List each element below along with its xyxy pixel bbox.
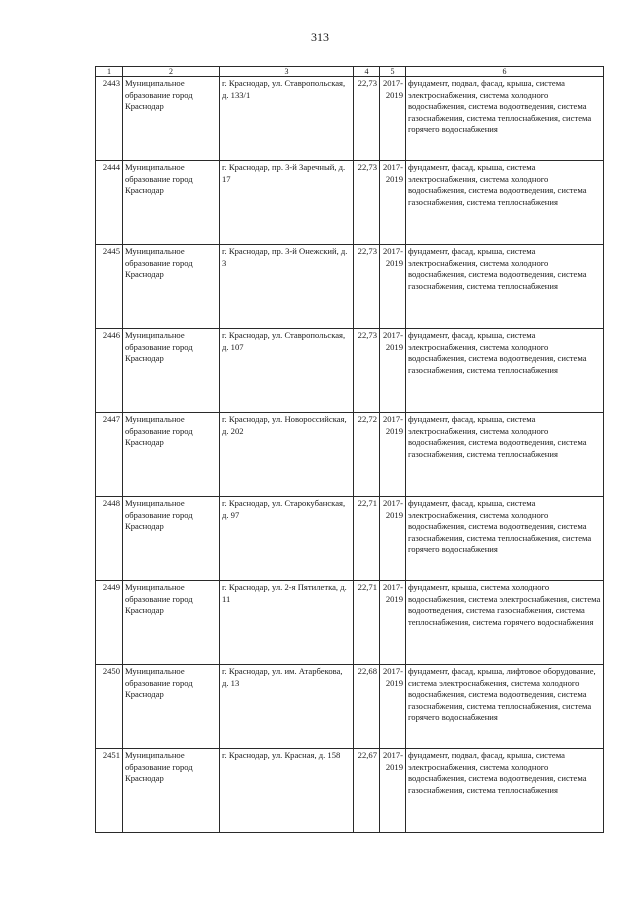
row-number: 2449 [96, 581, 123, 665]
works-cell: фундамент, фасад, крыша, система электроснабжения, система холодного водоснабжения, система водоотведения, система газоснабжения, система теплоснабжения [406, 161, 604, 245]
period-cell: 2017-2019 [380, 665, 406, 749]
period-cell: 2017-2019 [380, 497, 406, 581]
period-cell: 2017-2019 [380, 245, 406, 329]
value-cell: 22,73 [354, 77, 380, 161]
owner-cell: Муниципальное образование город Краснодар [123, 665, 220, 749]
column-header: 6 [406, 67, 604, 77]
works-cell: фундамент, фасад, крыша, система электроснабжения, система холодного водоснабжения, система водоотведения, система газоснабжения, система теплоснабжения, система горячего водоснабжения [406, 497, 604, 581]
value-cell: 22,67 [354, 749, 380, 833]
table-row [96, 581, 604, 665]
value-cell: 22,71 [354, 581, 380, 665]
row-number: 2444 [96, 161, 123, 245]
table-row [96, 497, 604, 581]
owner-cell: Муниципальное образование город Краснодар [123, 77, 220, 161]
value-cell: 22,72 [354, 413, 380, 497]
period-cell: 2017-2019 [380, 581, 406, 665]
row-number: 2450 [96, 665, 123, 749]
address-cell: г. Краснодар, ул. Новороссийская, д. 202 [220, 413, 354, 497]
works-cell: фундамент, фасад, крыша, система электроснабжения, система холодного водоснабжения, система водоотведения, система газоснабжения, система теплоснабжения [406, 329, 604, 413]
value-cell: 22,73 [354, 161, 380, 245]
row-number: 2446 [96, 329, 123, 413]
column-header: 5 [380, 67, 406, 77]
owner-cell: Муниципальное образование город Краснодар [123, 161, 220, 245]
period-cell: 2017-2019 [380, 413, 406, 497]
value-cell: 22,73 [354, 329, 380, 413]
works-cell: фундамент, подвал, фасад, крыша, система электроснабжения, система холодного водоснабжения, система водоотведения, система газоснабжения, система теплоснабжения [406, 749, 604, 833]
works-cell: фундамент, фасад, крыша, система электроснабжения, система холодного водоснабжения, система водоотведения, система газоснабжения, система теплоснабжения [406, 413, 604, 497]
address-cell: г. Краснодар, пр. 3-й Заречный, д. 17 [220, 161, 354, 245]
table-row [96, 77, 604, 161]
works-cell: фундамент, фасад, крыша, лифтовое оборудование, система электроснабжения, система холодного водоснабжения, система водоотведения, система газоснабжения, система теплоснабжения, система горячего водоснабжения [406, 665, 604, 749]
owner-cell: Муниципальное образование город Краснодар [123, 245, 220, 329]
works-cell: фундамент, подвал, фасад, крыша, система электроснабжения, система холодного водоснабжения, система водоотведения, система газоснабжения, система теплоснабжения, система горячего водоснабжения [406, 77, 604, 161]
registry-table [95, 66, 604, 833]
works-cell: фундамент, фасад, крыша, система электроснабжения, система холодного водоснабжения, система водоотведения, система газоснабжения, система теплоснабжения [406, 245, 604, 329]
row-number: 2445 [96, 245, 123, 329]
column-header: 2 [123, 67, 220, 77]
column-header: 1 [96, 67, 123, 77]
column-header: 3 [220, 67, 354, 77]
table-row [96, 161, 604, 245]
column-number-row [96, 67, 604, 77]
owner-cell: Муниципальное образование город Краснодар [123, 329, 220, 413]
owner-cell: Муниципальное образование город Краснодар [123, 497, 220, 581]
table-row [96, 245, 604, 329]
row-number: 2451 [96, 749, 123, 833]
row-number: 2447 [96, 413, 123, 497]
period-cell: 2017-2019 [380, 329, 406, 413]
owner-cell: Муниципальное образование город Краснодар [123, 413, 220, 497]
address-cell: г. Краснодар, ул. Старокубанская, д. 97 [220, 497, 354, 581]
table-row [96, 749, 604, 833]
address-cell: г. Краснодар, ул. Ставропольская, д. 133/1 [220, 77, 354, 161]
works-cell: фундамент, крыша, система холодного водоснабжения, система электроснабжения, система водоотведения, система газоснабжения, система теплоснабжения, система горячего водоснабжения [406, 581, 604, 665]
period-cell: 2017-2019 [380, 161, 406, 245]
address-cell: г. Краснодар, ул. 2-я Пятилетка, д. 11 [220, 581, 354, 665]
page-number: 313 [311, 30, 329, 44]
column-header: 4 [354, 67, 380, 77]
address-cell: г. Краснодар, ул. Ставропольская, д. 107 [220, 329, 354, 413]
value-cell: 22,71 [354, 497, 380, 581]
owner-cell: Муниципальное образование город Краснодар [123, 749, 220, 833]
row-number: 2443 [96, 77, 123, 161]
address-cell: г. Краснодар, пр. 3-й Онежский, д. 3 [220, 245, 354, 329]
table-row [96, 665, 604, 749]
row-number: 2448 [96, 497, 123, 581]
value-cell: 22,68 [354, 665, 380, 749]
period-cell: 2017-2019 [380, 749, 406, 833]
address-cell: г. Краснодар, ул. Красная, д. 158 [220, 749, 354, 833]
table-row [96, 413, 604, 497]
value-cell: 22,73 [354, 245, 380, 329]
period-cell: 2017-2019 [380, 77, 406, 161]
owner-cell: Муниципальное образование город Краснодар [123, 581, 220, 665]
table-row [96, 329, 604, 413]
address-cell: г. Краснодар, ул. им. Атарбекова, д. 13 [220, 665, 354, 749]
